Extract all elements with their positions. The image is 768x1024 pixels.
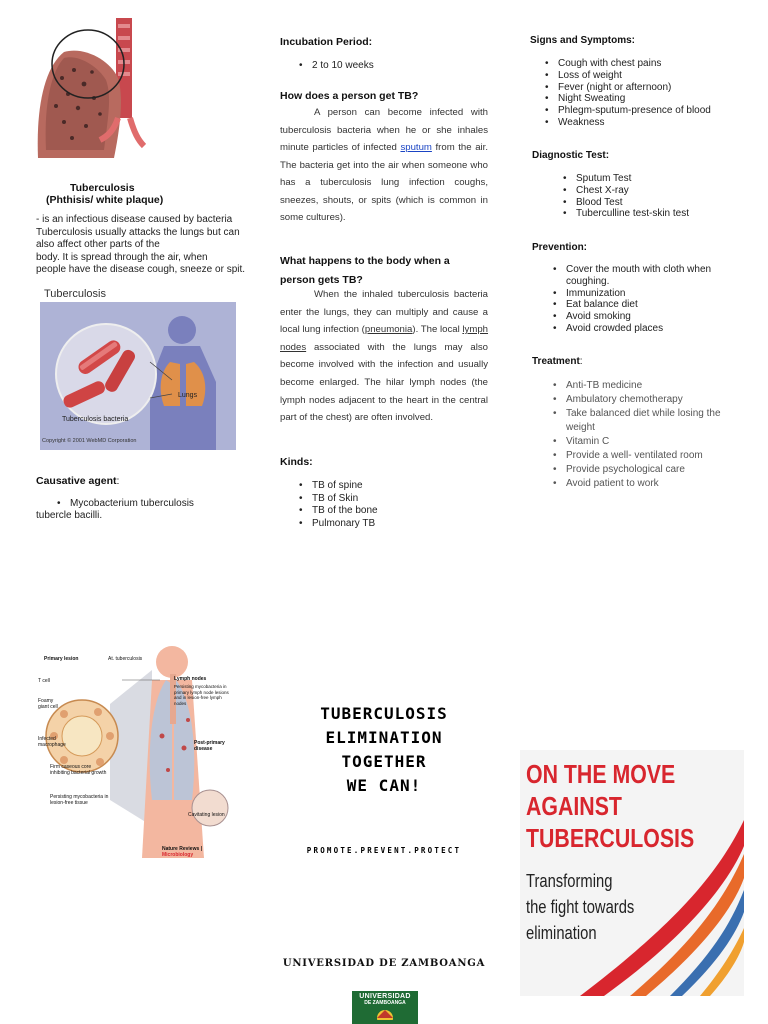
tb-pathology-diagram: [34, 640, 232, 858]
what-text-b: ). The local: [412, 324, 463, 336]
figure-title: Tuberculosis: [44, 288, 106, 300]
treatment-heading: [532, 356, 583, 367]
list-item: • 2 to 10 weeks: [296, 60, 374, 73]
list-item: • TB of Skin: [296, 493, 378, 506]
list-item: • Provide psychological care: [550, 463, 730, 477]
label-at-tuberculosis: At. tuberculosis: [108, 656, 143, 662]
credit-separator: |: [199, 846, 203, 852]
bacteria-label: Tuberculosis bacteria: [62, 416, 129, 423]
list-item: • Tuberculline test-skin test: [560, 208, 689, 220]
causative-continuation: tubercle bacilli.: [36, 510, 103, 521]
list-item: • Blood Test: [560, 197, 689, 209]
list-item: • Fever (night or afternoon): [542, 82, 742, 94]
treatment-heading-text: Treatment: [532, 356, 580, 367]
tb-definition: [36, 214, 256, 277]
label-foamy: Foamy giant cell: [38, 698, 58, 710]
list-item: • Avoid crowded places: [550, 323, 730, 335]
campaign-line: ON THE MOVE: [526, 759, 676, 789]
prevention-list: [550, 264, 730, 335]
definition-line: body. It is spread through the air, when: [36, 251, 208, 263]
diagnostic-list: [560, 173, 689, 220]
diagnostic-heading: Diagnostic Test:: [532, 150, 610, 161]
sputum-link[interactable]: sputum: [400, 142, 432, 153]
what-heading-line: What happens to the body when a: [280, 255, 450, 267]
label-caseous: Firm caseous core inhibiting bacterial growth: [50, 764, 107, 776]
label-t-cell: T cell: [38, 678, 50, 684]
list-item: • Eat balance diet: [550, 299, 730, 311]
list-item: • Vitamin C: [550, 435, 730, 449]
treatment-list: [550, 379, 730, 491]
what-heading: [280, 252, 450, 290]
campaign-subtitle: [526, 868, 634, 946]
kinds-heading: Kinds:: [280, 456, 313, 468]
causative-heading-text: Causative agent: [36, 475, 117, 487]
label-cavitating: Cavitating lesion: [188, 812, 225, 818]
campaign-panel: [520, 750, 744, 996]
list-item: • Take balanced diet while losing the weight: [550, 407, 730, 435]
campaign-sub-line: the fight towards: [526, 897, 635, 917]
label-infected-macrophage: Infected macrophage: [38, 736, 66, 748]
definition-line: also affect other parts of the: [36, 239, 160, 250]
lung-icon: [34, 18, 146, 160]
causative-colon: :: [116, 475, 120, 487]
list-item: • Avoid patient to work: [550, 477, 730, 491]
tb-title: Tuberculosis: [70, 182, 135, 194]
list-item: • Anti-TB medicine: [550, 379, 730, 393]
signs-list: [542, 58, 742, 129]
poster-title-line: TOGETHER: [341, 752, 427, 771]
how-paragraph: [280, 104, 488, 227]
poster-title: [270, 702, 498, 798]
kinds-list: [296, 480, 378, 530]
prevention-heading: Prevention:: [532, 242, 588, 253]
campaign-headline: [526, 758, 694, 854]
treatment-colon: :: [579, 356, 583, 367]
poster-title-line: TUBERCULOSIS: [320, 704, 448, 723]
list-item: • Immunization: [550, 288, 730, 300]
poster-tagline: PROMOTE.PREVENT.PROTECT: [306, 846, 462, 855]
how-text-b: from the air. The bacteria get into the air when someone who has a tuberculosis lung infection coughs, sneezes, shouts, or spits (which is common in some cultures).: [280, 142, 488, 223]
list-item: • Weakness: [542, 117, 742, 129]
what-heading-line: person gets TB?: [280, 274, 363, 286]
tb-figure: [40, 288, 236, 450]
label-lymph-desc: Persisting mycobacteria in primary lymph node lesions and in lesion-free lymph nodes: [174, 684, 229, 706]
list-item: • Provide a well- ventilated room: [550, 449, 730, 463]
list-item: • Cough with chest pains: [542, 58, 742, 70]
tb-subtitle: (Phthisis/ white plaque): [46, 194, 164, 206]
what-paragraph: [280, 286, 488, 427]
causative-heading: [36, 475, 119, 487]
incubation-heading: Incubation Period:: [280, 36, 373, 48]
campaign-sub-line: elimination: [526, 923, 597, 943]
label-persisting: Persisting mycobacteria in lesion-free tissue: [50, 794, 109, 806]
logo-line: UNIVERSIDAD: [359, 993, 411, 1000]
tb-bacteria-lungs-illustration: [40, 302, 236, 450]
list-item: • Sputum Test: [560, 173, 689, 185]
list-item: • Ambulatory chemotherapy: [550, 393, 730, 407]
credit-journal: Nature Reviews: [162, 846, 200, 852]
what-text-c: associated with the lungs may also become involved with the infection and usually become enlarged. The hilar lymph nodes (the lymph nodes adjacent to the heart in the central part of the chest) are often involved.: [280, 341, 488, 424]
list-item: • Pulmonary TB: [296, 518, 378, 531]
definition-line: people have the disease cough, sneeze or spit.: [36, 264, 246, 275]
campaign-line: TUBERCULOSIS: [526, 823, 695, 853]
poster-title-line: ELIMINATION: [325, 728, 443, 747]
university-name: UNIVERSIDAD DE ZAMBOANGA: [282, 958, 486, 969]
campaign-line: AGAINST: [526, 791, 622, 821]
incubation-list: [296, 60, 374, 73]
university-logo: [352, 991, 418, 1024]
how-text-a: A person can become infected with tuberculosis bacteria when he or she inhales minute particles of infected: [280, 107, 488, 153]
signs-heading: Signs and Symptoms:: [530, 35, 636, 46]
seal-icon: [352, 1006, 418, 1020]
lymph-nodes-link[interactable]: lymph nodes: [280, 324, 489, 353]
lungs-label: Lungs: [178, 392, 198, 399]
logo-line: DE ZAMBOANGA: [364, 1000, 406, 1006]
pneumonia-link[interactable]: pneumonia: [364, 324, 413, 336]
list-item: • Mycobacterium tuberculosis: [54, 498, 194, 511]
poster-title-line: WE CAN!: [346, 776, 422, 795]
list-item: • Chest X-ray: [560, 185, 689, 197]
causative-list: [54, 498, 194, 511]
list-item: • Phlegm-sputum-presence of blood: [542, 105, 742, 117]
list-item: • Avoid smoking: [550, 311, 730, 323]
list-item: • Cover the mouth with cloth when coughing.: [550, 264, 730, 288]
list-item: • TB of spine: [296, 480, 378, 493]
campaign-sub-line: Transforming: [526, 871, 613, 891]
what-text-a: When the inhaled tuberculosis bacteria enter the lungs, they can multiply and cause a local lung infection (: [280, 289, 488, 336]
label-lymph-nodes: Lymph nodes: [174, 676, 207, 682]
label-primary-lesion: Primary lesion: [44, 656, 79, 662]
figure-copyright: Copyright © 2001 WebMD Corporation: [42, 438, 137, 444]
list-item: • Night Sweating: [542, 93, 742, 105]
definition-line: Tuberculosis usually attacks the lungs but can: [36, 226, 240, 238]
credit-field: Microbiology: [162, 852, 194, 858]
definition-line: - is an infectious disease caused by bacteria: [36, 214, 233, 225]
list-item: • TB of the bone: [296, 505, 378, 518]
lung-illustration: [34, 18, 146, 160]
how-heading: How does a person get TB?: [280, 90, 419, 102]
list-item: • Loss of weight: [542, 70, 742, 82]
label-post-primary: Post-primary disease: [194, 740, 225, 752]
diagram-credit: [162, 846, 232, 858]
